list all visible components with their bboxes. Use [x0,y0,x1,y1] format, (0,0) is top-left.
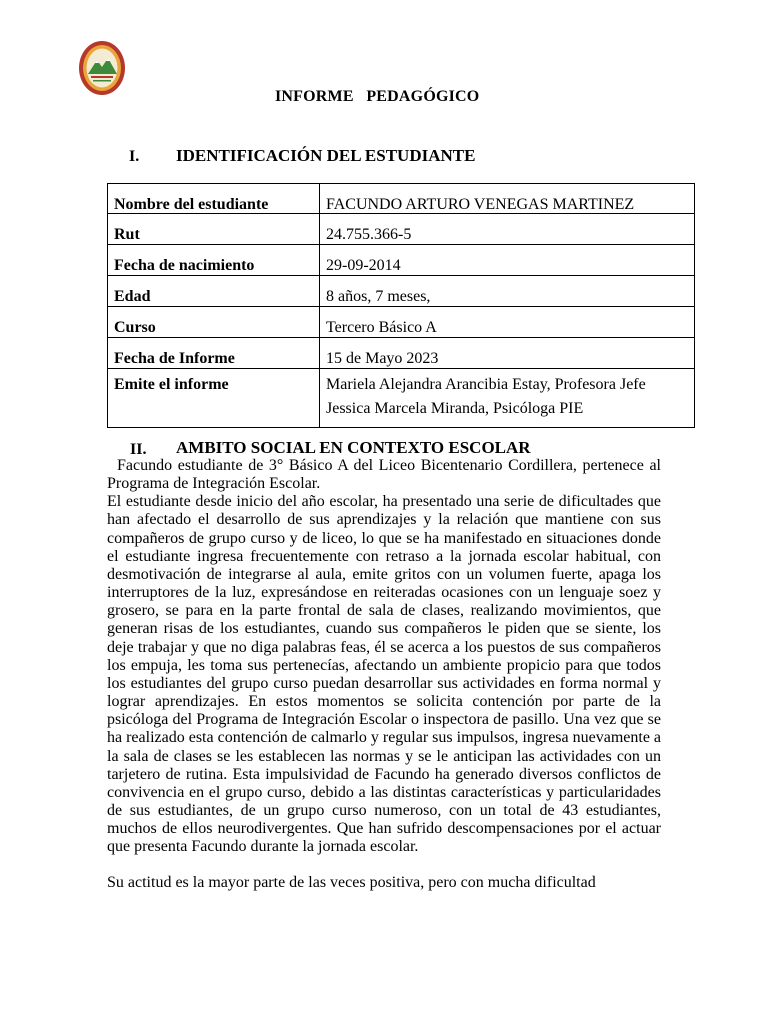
school-logo [78,40,126,96]
row-label: Emite el informe [108,369,320,428]
row-label: Edad [108,276,320,307]
section-2-title: AMBITO SOCIAL EN CONTEXTO ESCOLAR [176,438,531,457]
row-value: 29-09-2014 [320,245,695,276]
paragraph: El estudiante desde inicio del año escolar, ha presentado una serie de dificultades que han afectado el desarrollo de sus aprendizajes y la relación que mantiene con sus compañeros de grupo curso y de liceo, lo que se ha manifestado en situaciones donde el estudiante ingresa frecuentemente con retraso a la jornada escolar habitual, con desmotivación de integrarse al aula, emite gritos con un volumen fuerte, apaga los interruptores de la luz, expresándose en reiteradas ocasiones con un lenguaje soez y grosero, se para en la parte frontal de sala de clases, realizando movimientos, que generan risas de los estudiantes, cuando sus compañeros le piden que se siente, los deje trabajar y que no diga palabras feas, él se acerca a los puestos de sus compañeros los empuja, les toma sus pertenecías, afectando un ambiente propicio para que todos los estudiantes del grupo curso puedan desarrollar sus actividades en forma normal y lograr aprendizajes. En estos momentos se solicita contención por parte de la psicóloga del Programa de Integración Escolar o inspectora de pasillo. Una vez que se ha realizado esta contención de calmarlo y regular sus impulsos, ingresa nuevamente a la sala de clases se les establecen las normas y se le anticipan las actividades con un tarjetero de rutina. Esta impulsividad de Facundo ha generado diversos conflictos de convivencia en el grupo curso, debido a las distintas características y particularidades de sus estudiantes, de un grupo curso numeroso, con un total de 43 estudiantes, muchos de ellos neurodivergentes. Que han sufrido descompensaciones por el actuar que presenta Facundo durante la jornada escolar. [107,493,662,856]
section-2-number: II. [130,441,147,458]
row-label: Nombre del estudiante [108,184,320,214]
table-row [108,245,695,276]
row-label: Fecha de nacimiento [108,245,320,276]
table-row [108,184,695,214]
row-value: 15 de Mayo 2023 [320,338,695,369]
issuer-psychologist: Jessica Marcela Miranda, Psicóloga PIE [326,400,584,417]
row-value: 8 años, 7 meses, [320,276,695,307]
row-value: Tercero Básico A [320,307,695,338]
row-label: Curso [108,307,320,338]
row-label: Rut [108,214,320,245]
section-1-title: IDENTIFICACIÓN DEL ESTUDIANTE [176,146,476,165]
row-value [320,369,695,428]
paragraph: Facundo estudiante de 3° Básico A del Liceo Bicentenario Cordillera, pertenece al Programa de Integración Escolar. [107,457,661,493]
table-row [108,214,695,245]
row-value: FACUNDO ARTURO VENEGAS MARTINEZ [320,184,695,214]
table-row [108,369,695,428]
student-info-table [107,183,695,428]
paragraph: Su actitud es la mayor parte de las veces positiva, pero con mucha dificultad [107,874,596,892]
report-body [107,457,661,893]
table-row [108,276,695,307]
row-value: 24.755.366-5 [320,214,695,245]
row-label: Fecha de Informe [108,338,320,369]
table-row [108,307,695,338]
table-row [108,338,695,369]
section-1-number: I. [129,148,140,165]
issuer-teacher: Mariela Alejandra Arancibia Estay, Profesora Jefe [326,376,646,393]
